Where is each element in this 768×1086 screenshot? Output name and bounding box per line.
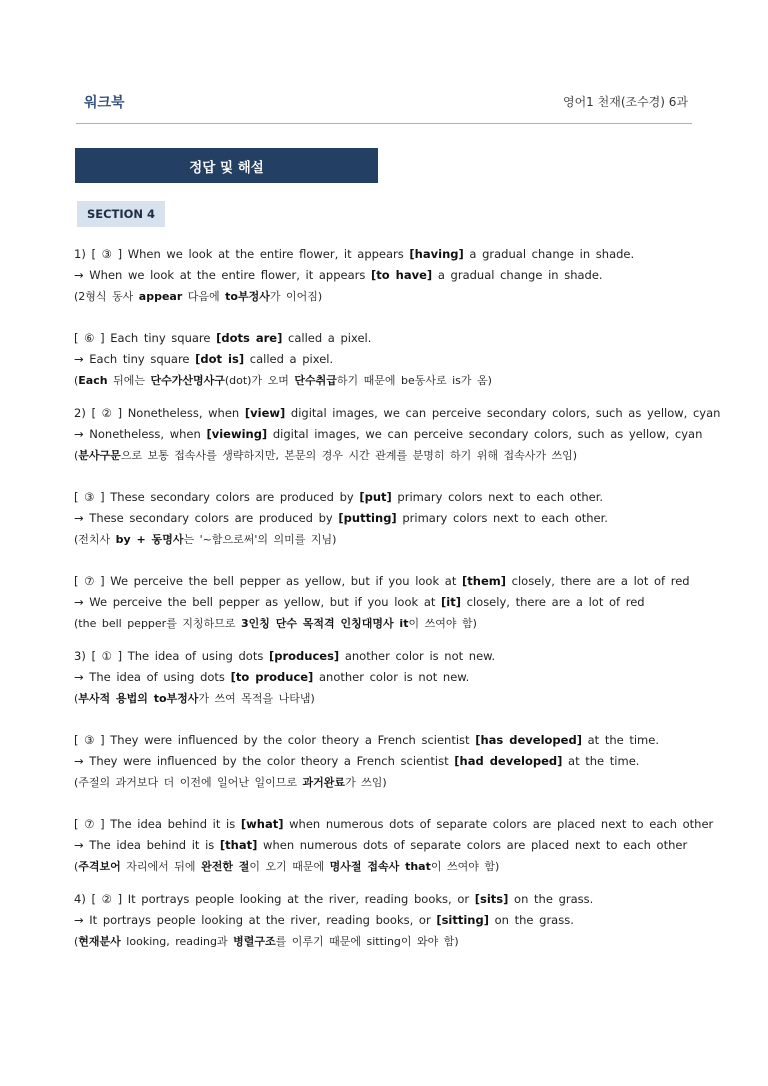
question-line [74, 487, 694, 508]
explanation-line [74, 688, 694, 709]
correct-answer: [putting] [338, 511, 397, 525]
correct-answer: [to have] [371, 268, 433, 282]
question-text: 4) [ ② ] It portrays people looking at the river, reading books, or [74, 892, 475, 906]
wrong-answer: [has developed] [475, 733, 582, 747]
explanation-key: 단수가산명사구 [150, 374, 225, 387]
question-text: when numerous dots of separate colors are placed next to each other [283, 817, 714, 831]
question-text: a gradual change in shade. [463, 247, 635, 261]
answer-text: → These secondary colors are produced by [74, 511, 339, 525]
question-text: digital images, we can perceive secondary colors, such as yellow, cyan [285, 406, 721, 420]
question-text: [ ⑦ ] The idea behind it is [74, 817, 241, 831]
explanation-text: (the bell pepper를 지칭하므로 [74, 617, 241, 630]
answer-text: at the time. [562, 754, 640, 768]
explanation-line [74, 931, 694, 952]
answer-text: when numerous dots of separate colors are placed next to each other [257, 838, 688, 852]
explanation-text: 이 쓰여야 함) [408, 617, 477, 630]
question-line [74, 814, 714, 835]
subject-label: 영어1 천재(조수경) 6과 [563, 95, 688, 109]
explanation-key: by + 동명사 [115, 533, 184, 546]
question-text: [ ③ ] These secondary colors are produced by [74, 490, 360, 504]
answer-line [74, 265, 694, 286]
question-text: closely, there are a lot of red [505, 574, 690, 588]
wrong-answer: [them] [462, 574, 506, 588]
answer-line [74, 508, 694, 529]
question-line [74, 646, 694, 667]
correct-answer: [had developed] [454, 754, 563, 768]
question-line [74, 328, 694, 349]
explanation-line [74, 529, 694, 550]
explanation-text: 으로 보통 접속사를 생략하지만, 본문의 경우 시간 관계를 분명히 하기 위해 접속사가 쓰임) [120, 449, 578, 462]
answer-text: another color is not new. [313, 670, 470, 684]
answer-text: digital images, we can perceive secondary colors, such as yellow, cyan [267, 427, 703, 441]
explanation-text: (전치사 [74, 533, 116, 546]
question-text: at the time. [581, 733, 659, 747]
explanation-line [74, 856, 694, 877]
explanation-key: 병렬구조 [233, 935, 276, 948]
question-text: 3) [ ① ] The idea of using dots [74, 649, 269, 663]
explanation-text: 다음에 [182, 290, 226, 303]
explanation-text: 가 쓰임) [345, 776, 387, 789]
question-text: [ ⑥ ] Each tiny square [74, 331, 217, 345]
answer-text: → The idea of using dots [74, 670, 231, 684]
explanation-text: 자리에서 뒤에 [120, 860, 202, 873]
correct-answer: [to produce] [230, 670, 314, 684]
wrong-answer: [sits] [474, 892, 509, 906]
answer-title-bar: 정답 및 해설 [75, 148, 378, 183]
wrong-answer: [having] [409, 247, 464, 261]
explanation-line [74, 772, 694, 793]
explanation-text: ( [74, 692, 79, 705]
wrong-answer: [what] [240, 817, 284, 831]
explanation-text: 이 오기 때문에 [249, 860, 330, 873]
answer-text: → Each tiny square [74, 352, 196, 366]
explanation-line [74, 613, 694, 634]
explanation-key: 현재분사 [78, 935, 121, 948]
explanation-text: ( [74, 935, 79, 948]
answer-content [74, 244, 721, 952]
question-text: another color is not new. [339, 649, 496, 663]
explanation-key: 부사적 용법의 to부정사 [78, 692, 199, 705]
explanation-key: 명사절 접속사 that [329, 860, 431, 873]
header-divider [76, 123, 692, 124]
question-line [74, 403, 721, 424]
wrong-answer: [put] [359, 490, 392, 504]
answer-text: closely, there are a lot of red [460, 595, 645, 609]
answer-text: → When we look at the entire flower, it appears [74, 268, 372, 282]
answer-text: a gradual change in shade. [432, 268, 603, 282]
answer-text: → It portrays people looking at the river, reading books, or [74, 913, 437, 927]
explanation-text: 를 이루기 때문에 sitting이 와야 함) [275, 935, 459, 948]
explanation-key: to부정사 [225, 290, 270, 303]
question-text: [ ⑦ ] We perceive the bell pepper as yellow, but if you look at [74, 574, 462, 588]
question-text: [ ③ ] They were influenced by the color theory a French scientist [74, 733, 476, 747]
answer-text: → Nonetheless, when [74, 427, 207, 441]
workbook-brand: 워크북 [84, 95, 125, 111]
explanation-text: 하기 때문에 be동사로 is가 옴) [336, 374, 492, 387]
explanation-key: 단수취급 [294, 374, 337, 387]
answer-line [74, 835, 694, 856]
correct-answer: [dot is] [195, 352, 245, 366]
explanation-text: ( [74, 860, 79, 873]
answer-line [74, 349, 694, 370]
question-line [74, 889, 694, 910]
question-text: 2) [ ② ] Nonetheless, when [74, 406, 245, 420]
wrong-answer: [dots are] [216, 331, 283, 345]
explanation-text: 뒤에는 [107, 374, 151, 387]
correct-answer: [that] [219, 838, 258, 852]
correct-answer: [it] [441, 595, 461, 609]
question-text: called a pixel. [282, 331, 372, 345]
explanation-key: 3인칭 단수 목적격 인칭대명사 it [240, 617, 409, 630]
explanation-text: (2형식 동사 [74, 290, 139, 303]
answer-line [74, 424, 703, 445]
explanation-text: 가 쓰여 목적을 나타냄) [198, 692, 315, 705]
explanation-key: 과거완료 [302, 776, 346, 789]
question-line [74, 244, 694, 265]
section-label: SECTION 4 [77, 201, 165, 227]
wrong-answer: [view] [244, 406, 286, 420]
explanation-text: ( [74, 449, 79, 462]
explanation-text: 는 '~함으로써'의 의미를 지님) [183, 533, 337, 546]
explanation-key: 완전한 절 [201, 860, 250, 873]
question-text: on the grass. [508, 892, 594, 906]
answer-text: → The idea behind it is [74, 838, 220, 852]
explanation-text: (dot)가 오며 [224, 374, 295, 387]
explanation-key: Each [78, 374, 108, 387]
explanation-line [74, 370, 694, 391]
answer-line [74, 910, 694, 931]
answer-text: → They were influenced by the color theory a French scientist [74, 754, 455, 768]
question-line [74, 730, 694, 751]
explanation-text: 가 이어짐) [269, 290, 323, 303]
question-text: primary colors next to each other. [391, 490, 604, 504]
explanation-key: 분사구문 [78, 449, 121, 462]
answer-text: on the grass. [488, 913, 574, 927]
explanation-key: 주격보어 [78, 860, 121, 873]
explanation-key: appear [138, 290, 183, 303]
answer-text: primary colors next to each other. [396, 511, 608, 525]
explanation-text: 이 쓰여야 함) [430, 860, 500, 873]
explanation-text: looking, reading과 [120, 935, 234, 948]
explanation-text: (주절의 과거보다 더 이전에 일어난 일이므로 [74, 776, 303, 789]
answer-text: → We perceive the bell pepper as yellow, but if you look at [74, 595, 442, 609]
question-text: 1) [ ③ ] When we look at the entire flower, it appears [74, 247, 410, 261]
explanation-line [74, 286, 694, 307]
explanation-line [74, 445, 694, 466]
answer-line [74, 592, 694, 613]
answer-text: called a pixel. [244, 352, 334, 366]
correct-answer: [viewing] [206, 427, 268, 441]
question-line [74, 571, 694, 592]
explanation-text: ( [74, 374, 79, 387]
wrong-answer: [produces] [268, 649, 340, 663]
correct-answer: [sitting] [436, 913, 489, 927]
answer-line [74, 751, 694, 772]
answer-line [74, 667, 694, 688]
